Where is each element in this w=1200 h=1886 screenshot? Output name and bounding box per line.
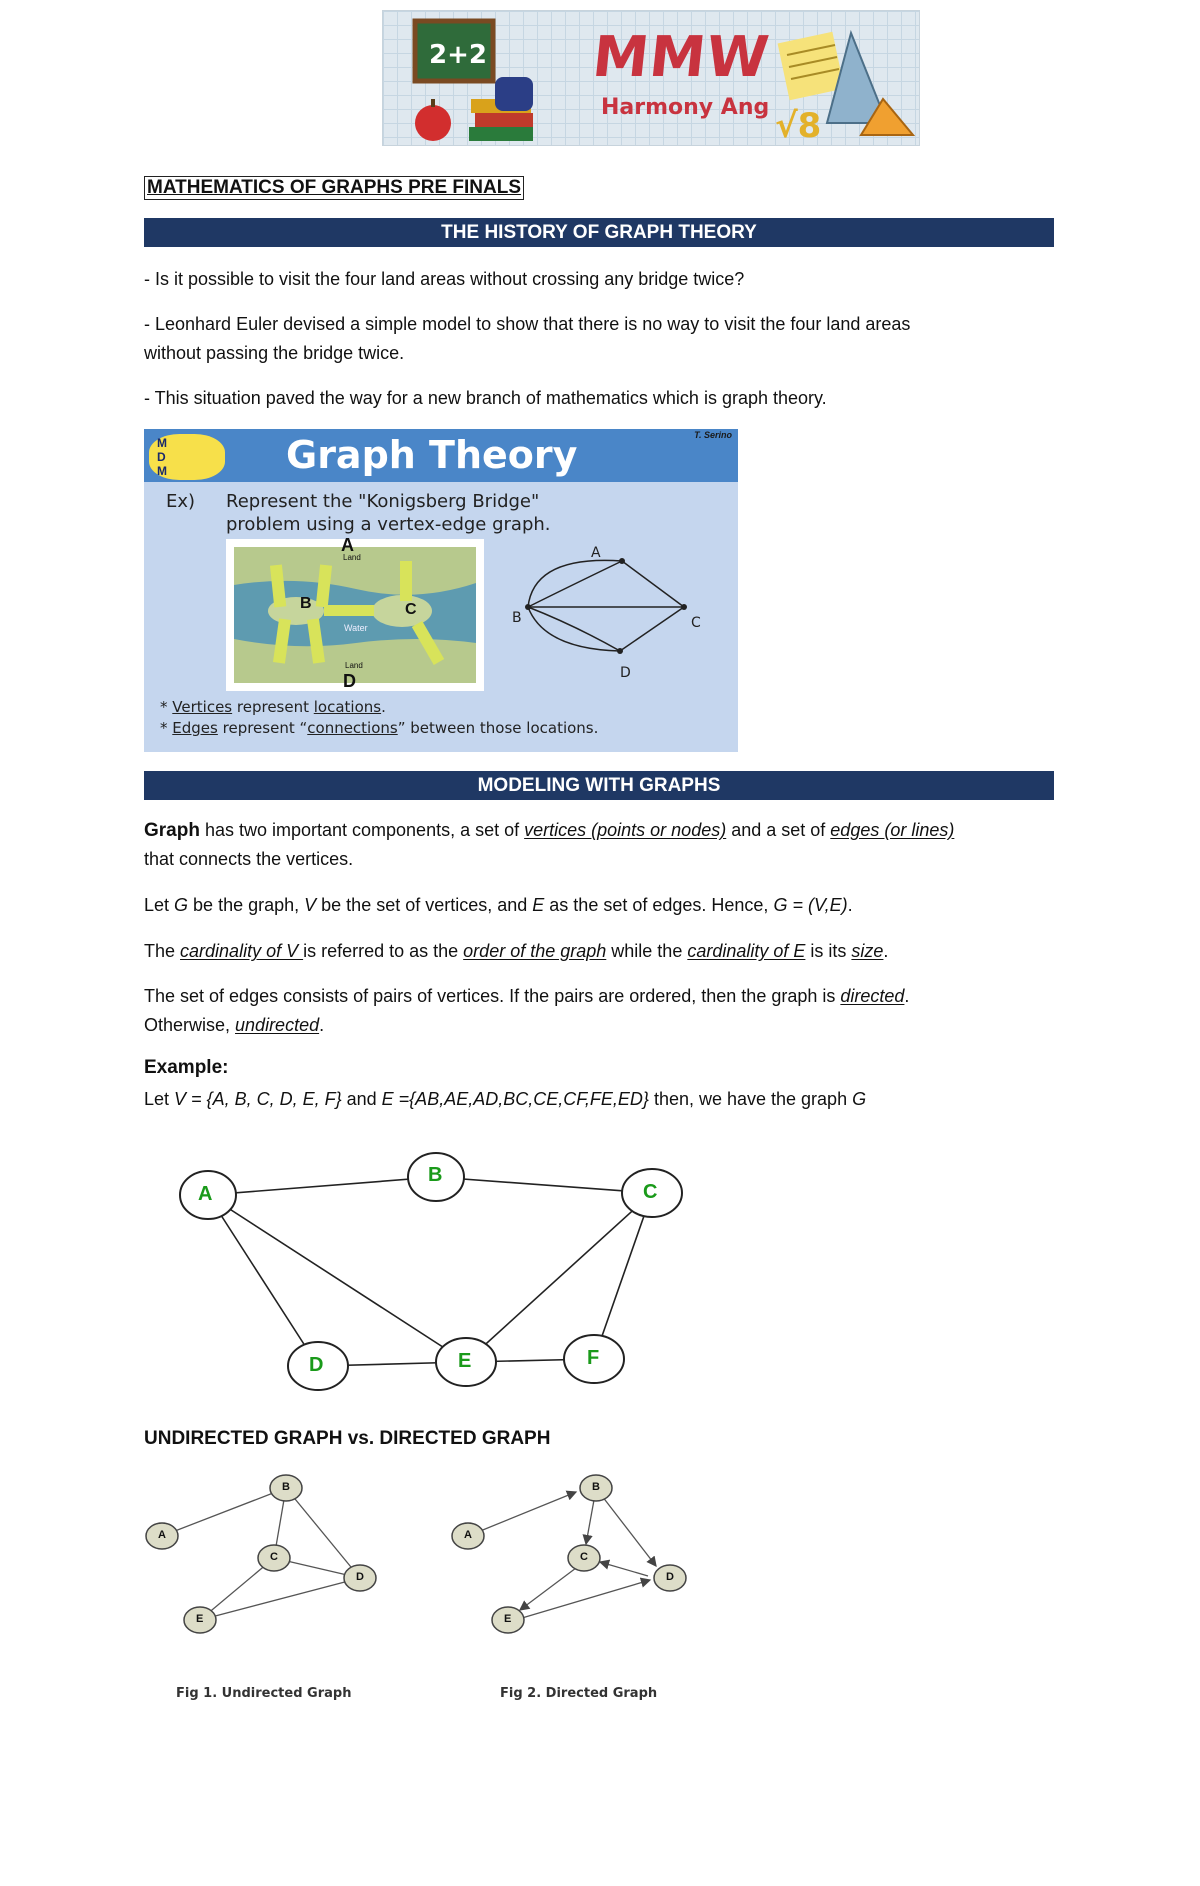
slide-ex-line1: Represent the "Konigsberg Bridge" — [226, 491, 540, 512]
example-graph — [170, 1150, 700, 1400]
apple-icon — [415, 105, 451, 141]
fig1-node-a: A — [158, 1529, 166, 1541]
mdm-logo — [149, 434, 225, 480]
fig2-node-d: D — [666, 1571, 674, 1583]
map-label-land-top: Land — [343, 553, 361, 562]
logo-letter: M — [157, 464, 167, 478]
logo-letter: D — [157, 450, 166, 464]
slide-header — [144, 429, 738, 482]
paragraph-directed: The set of edges consists of pairs of vertices. If the pairs are ordered, then the graph is directed. Otherwise, undirected. — [144, 986, 910, 1035]
header-banner — [382, 10, 920, 146]
paragraph-example: Let V = {A, B, C, D, E, F} and E ={AB,AE,AD,BC,CE,CF,FE,ED} then, we have the graph G — [144, 1089, 867, 1109]
example-heading: Example: — [144, 1057, 229, 1078]
backpack-icon — [495, 77, 533, 111]
paragraph-euler — [144, 310, 1054, 368]
map-label-water: Water — [344, 623, 368, 633]
konigsberg-graph — [494, 549, 714, 659]
paragraph-question: - Is it possible to visit the four land areas without crossing any bridge twice? — [144, 269, 745, 289]
node-label-f: F — [587, 1347, 600, 1369]
konigsberg-map — [226, 535, 484, 691]
node-label-a: A — [198, 1183, 213, 1205]
map-label-c: C — [405, 601, 417, 618]
slide-bullet-edges: * Edges represent “connections” between those locations. — [160, 719, 599, 737]
map-label-a: A — [341, 535, 354, 555]
graph-label-b: B — [512, 610, 522, 626]
square-root-icon: √8 — [775, 106, 822, 146]
node-label-d: D — [309, 1354, 324, 1376]
book-icon — [469, 127, 533, 141]
map-label-b: B — [300, 595, 312, 612]
undirected-graph-figure — [144, 1470, 414, 1670]
slide-ex-label: Ex) — [166, 491, 196, 512]
fig2-node-b: B — [592, 1481, 600, 1493]
section-heading-history: THE HISTORY OF GRAPH THEORY — [144, 218, 1054, 247]
slide-title: Graph Theory — [286, 433, 578, 477]
fig2-caption: Fig 2. Directed Graph — [500, 1686, 658, 1701]
fig1-caption: Fig 1. Undirected Graph — [176, 1686, 352, 1701]
logo-letter: M — [157, 436, 167, 450]
graph-label-a: A — [591, 545, 601, 561]
book-icon — [475, 113, 533, 127]
slide-ex-line2: problem using a vertex-edge graph. — [226, 514, 551, 535]
fig2-node-e: E — [504, 1613, 512, 1625]
fig1-node-d: D — [356, 1571, 364, 1583]
node-label-e: E — [458, 1350, 472, 1372]
graph-label-d: D — [620, 665, 631, 681]
slide-bullet-vertices: * Vertices represent locations. — [160, 698, 386, 716]
paragraph-cardinality: The cardinality of V is referred to as the order of the graph while the cardinality of E is its size. — [144, 941, 889, 961]
map-label-d: D — [343, 671, 356, 691]
banner-title: MMW — [589, 25, 773, 90]
paragraph-graph-definition: Graph has two important components, a set of vertices (points or nodes) and a set of edges (or lines) that connects the vertices. — [144, 820, 955, 869]
directed-graph-figure — [450, 1470, 720, 1670]
section-heading-modeling: MODELING WITH GRAPHS — [144, 771, 1054, 800]
node-label-c: C — [643, 1181, 658, 1203]
fig1-node-e: E — [196, 1613, 204, 1625]
paragraph-euler-line2: without passing the bridge twice. — [144, 343, 405, 363]
fig1-node-b: B — [282, 1481, 290, 1493]
chalkboard-text: 2+2 — [429, 40, 487, 70]
map-label-land-bottom: Land — [345, 661, 363, 670]
paragraph-euler-line1: - Leonhard Euler devised a simple model to show that there is no way to visit the four land areas — [144, 314, 911, 334]
fig2-node-c: C — [580, 1551, 588, 1563]
notepad-icon — [778, 32, 845, 100]
graph-label-c: C — [691, 615, 701, 631]
fig1-node-c: C — [270, 1551, 278, 1563]
undirected-vs-directed-heading: UNDIRECTED GRAPH vs. DIRECTED GRAPH — [144, 1428, 551, 1449]
fig2-node-a: A — [464, 1529, 472, 1541]
slide-author: T. Serino — [694, 430, 732, 440]
document-title: MATHEMATICS OF GRAPHS PRE FINALS — [144, 176, 524, 200]
graph-theory-slide — [144, 429, 738, 752]
paragraph-graph-theory: - This situation paved the way for a new branch of mathematics which is graph theory. — [144, 388, 827, 408]
node-label-b: B — [428, 1164, 443, 1186]
banner-subtitle: Harmony Ang — [601, 95, 770, 120]
paragraph-graph-notation: Let G be the graph, V be the set of vertices, and E as the set of edges. Hence, G = (V,E). — [144, 895, 853, 915]
